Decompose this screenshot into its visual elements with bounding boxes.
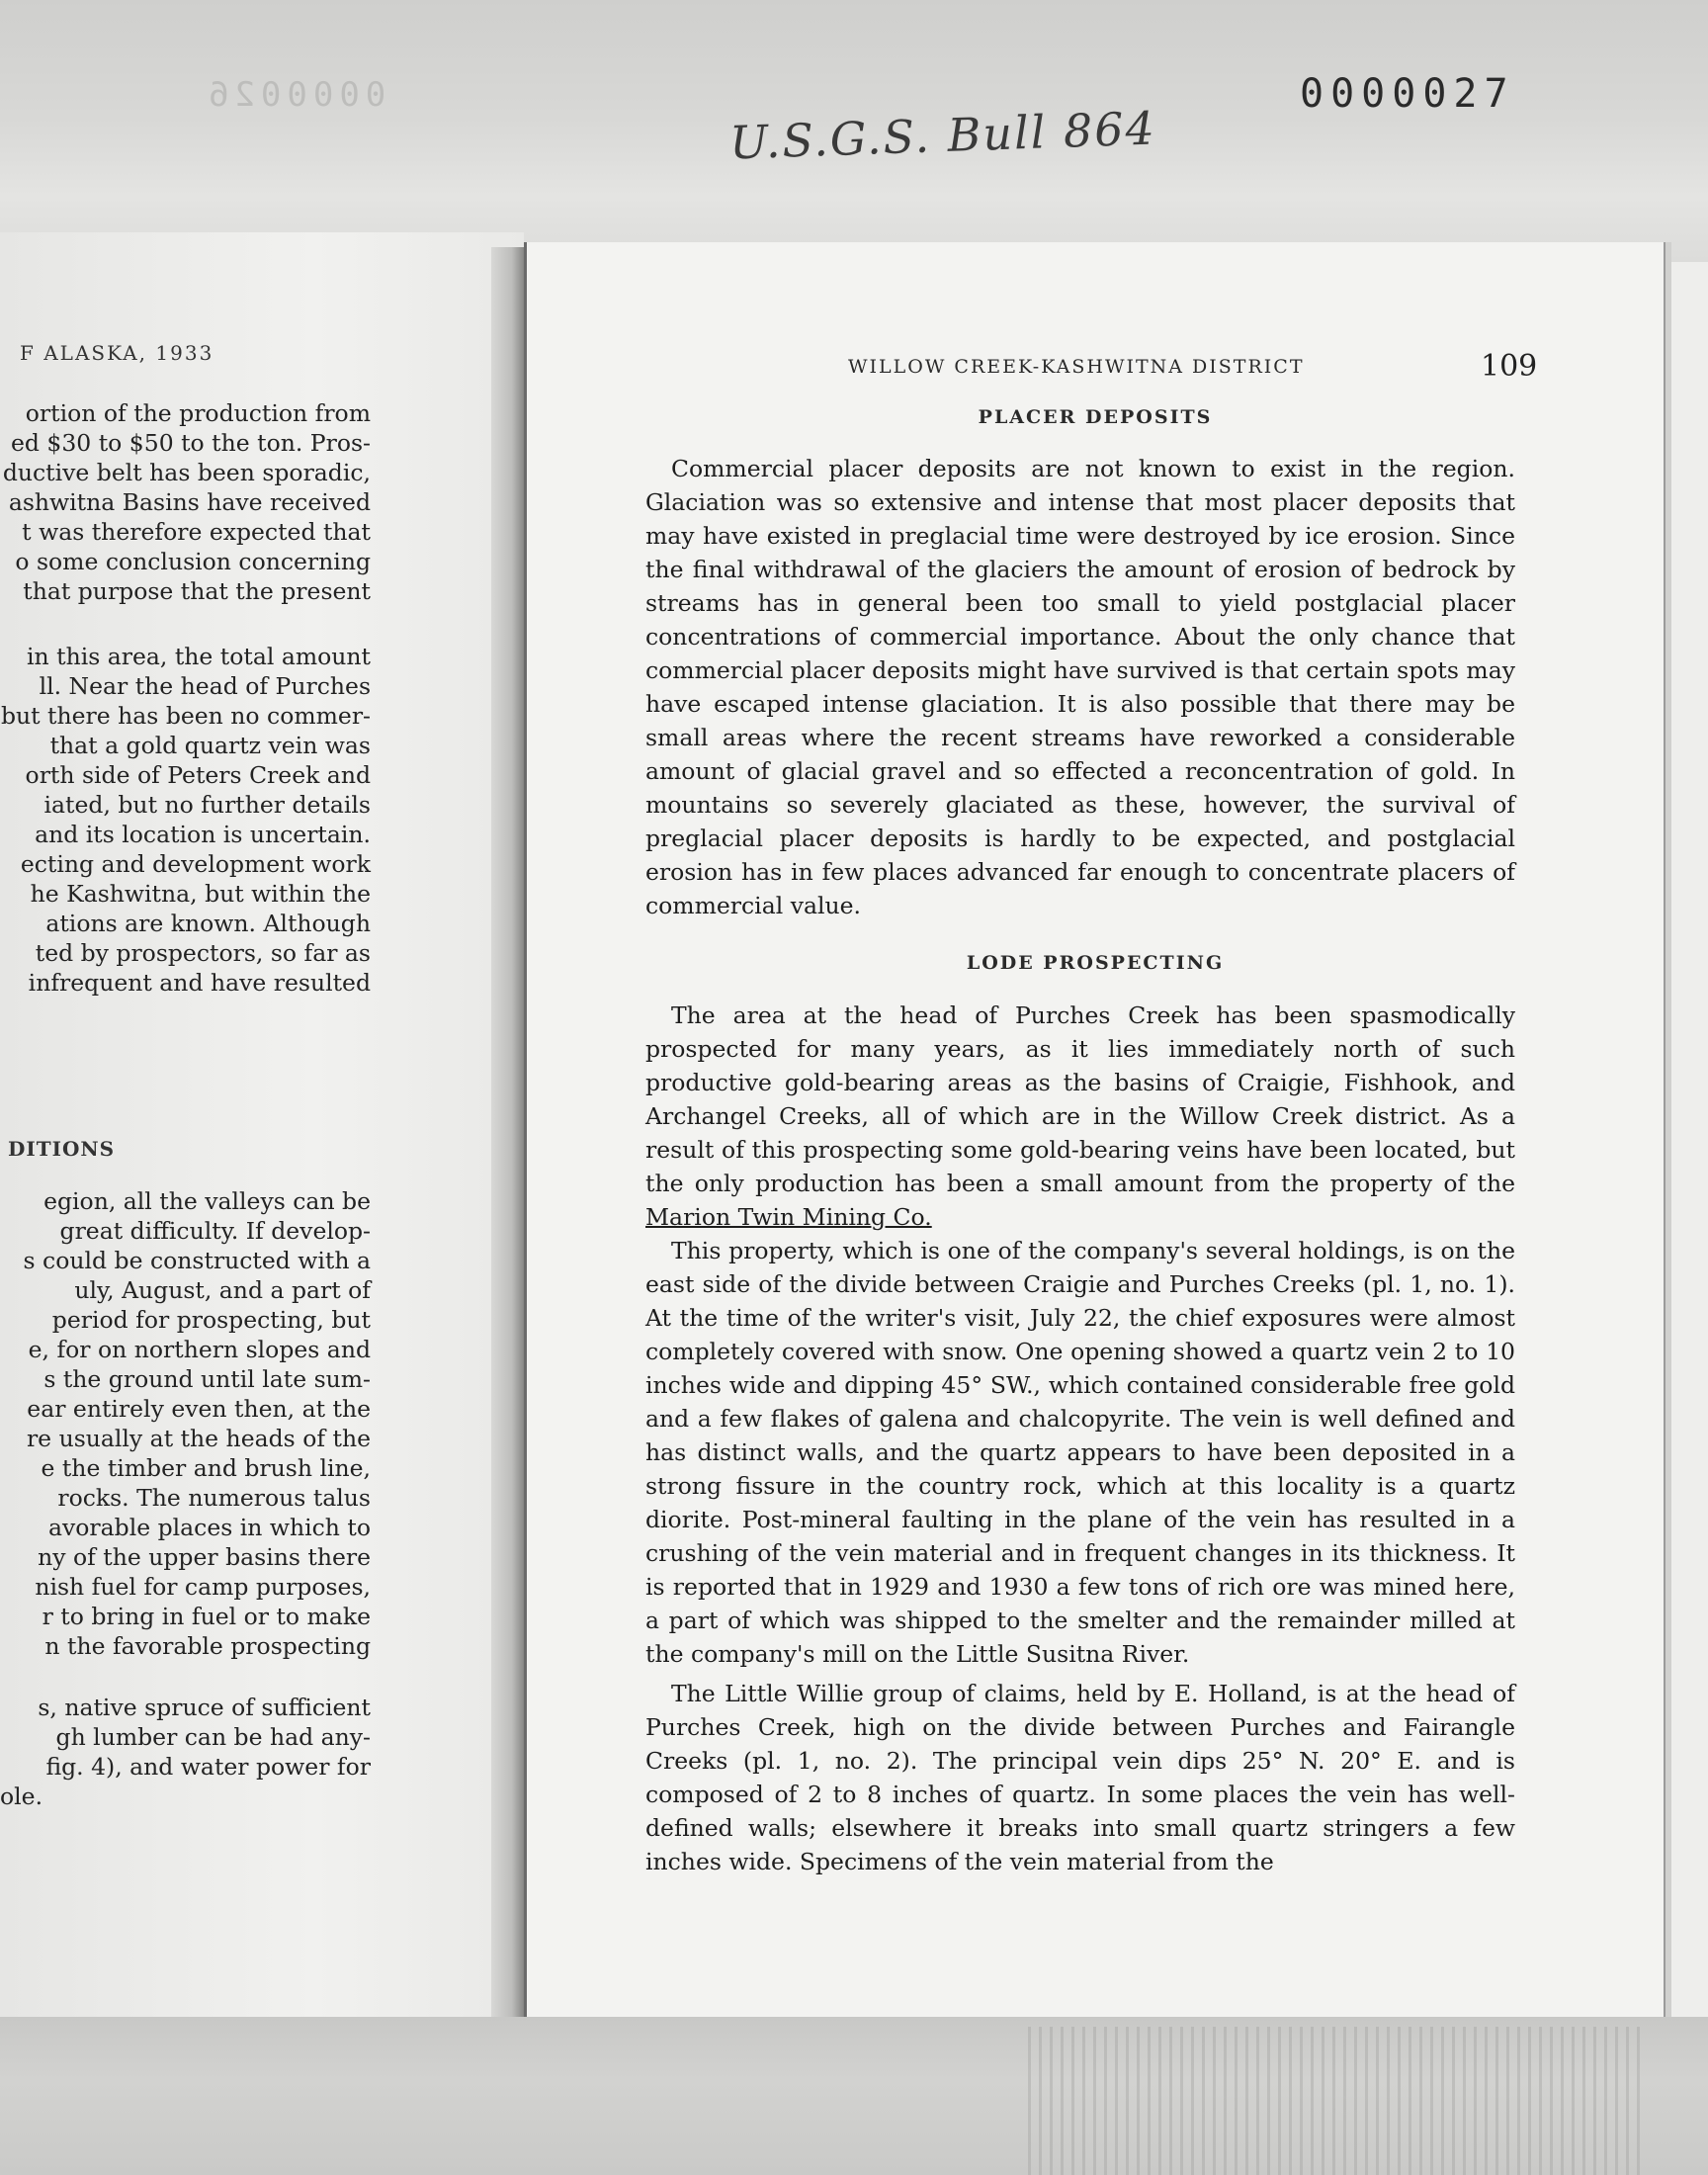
left-line: he Kashwitna, but within the xyxy=(30,880,371,908)
left-line: o some conclusion concerning xyxy=(15,548,371,575)
section-title-lode-prospecting: LODE PROSPECTING xyxy=(966,952,1225,974)
left-line: and its location is uncertain. xyxy=(35,821,371,848)
left-section-heading: DITIONS xyxy=(8,1137,116,1161)
scan-edge-artifact xyxy=(1028,2027,1641,2175)
left-line: orth side of Peters Creek and xyxy=(25,761,371,789)
left-line: ted by prospectors, so far as xyxy=(35,939,371,967)
left-line: that a gold quartz vein was xyxy=(49,732,371,759)
left-line: ole. xyxy=(0,1783,43,1810)
left-line: ed $30 to $50 to the ton. Pros- xyxy=(10,429,371,457)
left-line: uly, August, and a part of xyxy=(74,1276,371,1304)
lode-prospecting-paragraphs xyxy=(645,999,1515,1878)
left-line: that purpose that the present xyxy=(23,577,371,605)
left-line: egion, all the valleys can be xyxy=(43,1187,371,1215)
left-line: ductive belt has been sporadic, xyxy=(2,459,371,486)
left-line: fig. 4), and water power for xyxy=(45,1753,371,1781)
paragraph-text xyxy=(645,999,1515,1234)
left-line: ecting and development work xyxy=(20,850,371,878)
underlined-company-name: Marion Twin Mining Co. xyxy=(645,1203,932,1231)
paragraph-text: This property, which is one of the company's several holdings, is on the east side of the divide between Craigie and Purches Creeks (pl. 1, no. 1). At the time of the writer's visit, July 22, the chief exposures were almost completely covered with snow. One opening showed a quartz vein 2 to 10 inches wide and dipping 45° SW., which contained considerable free gold and a few flakes of galena and chalcopyrite. The vein is well defined and has distinct walls, and the quartz appears to have been deposited in a strong fissure in the country rock, which at this locality is a quartz diorite. Post-mineral faulting in the plane of the vein has resulted in a crushing of the vein material and in frequent changes in its thickness. It is reported that in 1929 and 1930 a few tons of rich ore was mined here, a part of which was shipped to the smelter and the remainder milled at the company's mill on the Little Susitna River. xyxy=(645,1237,1515,1668)
left-line: great difficulty. If develop- xyxy=(59,1217,371,1245)
left-line: nish fuel for camp purposes, xyxy=(35,1573,371,1601)
left-line: ations are known. Although xyxy=(45,910,371,937)
left-page-text xyxy=(0,232,524,2076)
left-line: ortion of the production from xyxy=(25,399,371,427)
left-line: e the timber and brush line, xyxy=(41,1454,371,1482)
left-line: avorable places in which to xyxy=(47,1514,371,1541)
left-line: rocks. The numerous talus xyxy=(57,1484,371,1512)
left-line: s, native spruce of sufficient xyxy=(38,1694,371,1721)
section-title-placer-deposits: PLACER DEPOSITS xyxy=(978,406,1213,428)
left-line: ny of the upper basins there xyxy=(38,1543,371,1571)
left-line: but there has been no commer- xyxy=(0,702,371,730)
page-number: 109 xyxy=(1481,349,1538,384)
left-line: t was therefore expected that xyxy=(22,518,371,546)
left-line: n the favorable prospecting xyxy=(44,1632,371,1660)
left-line: s could be constructed with a xyxy=(23,1247,371,1274)
left-running-head: F ALASKA, 1933 xyxy=(20,341,214,365)
left-line: infrequent and have resulted xyxy=(28,969,371,997)
left-line: gh lumber can be had any- xyxy=(55,1723,371,1751)
left-line: period for prospecting, but xyxy=(51,1306,371,1334)
left-line: in this area, the total amount xyxy=(27,643,371,670)
paragraph-lead-text: The area at the head of Purches Creek has been spasmodically prospected for many years, as it lies immediately north of such productive gold-bearing areas as the basins of Craigie, Fishhook, and Archangel Creeks, all of which are in the Willow Creek district. As a result of this prospecting some gold-bearing veins have been located, but the only production has been a small amount from the property of the xyxy=(645,1001,1515,1197)
paragraph-text: The Little Willie group of claims, held by E. Holland, is at the head of Purches Creek, high on the divide between Purches and Fairangle Creeks (pl. 1, no. 2). The principal vein dips 25° N. 20° E. and is composed of 2 to 8 inches of quartz. In some places the vein has well-defined walls; elsewhere it breaks into small quartz stringers a few inches wide. Specimens of the vein material from the xyxy=(645,1680,1515,1875)
left-line: r to bring in fuel or to make xyxy=(42,1603,371,1630)
left-page xyxy=(0,232,524,2076)
paragraph-text: Commercial placer deposits are not known to exist in the region. Glaciation was so extensive and intense that most placer deposits that may have existed in preglacial time were destroyed by ice erosion. Since the final withdrawal of the glaciers the amount of erosion of bedrock by streams has in general been too small to yield postglacial placer concentrations of commercial importance. About the only chance that commercial placer deposits might have survived is that certain spots may have escaped intense glaciation. It is also possible that there may be small areas where the recent streams have reworked a considerable amount of glacial gravel and so effected a reconcentration of gold. In mountains so severely glaciated as these, however, the survival of preglacial placer deposits is hardly to be expected, and postglacial erosion has in few places advanced far enough to concentrate placers of commercial value. xyxy=(645,455,1515,919)
running-head: WILLOW CREEK-KASHWITNA DISTRICT xyxy=(848,356,1305,378)
handwritten-bulletin-note: U.S.G.S. Bull 864 xyxy=(728,101,1157,170)
left-line: re usually at the heads of the xyxy=(26,1425,371,1452)
document-number-stamp: 0000027 xyxy=(1300,71,1515,117)
left-line: e, for on northern slopes and xyxy=(28,1336,371,1363)
left-line: s the ground until late sum- xyxy=(43,1365,371,1393)
placer-deposits-paragraph xyxy=(645,452,1515,922)
left-line: iated, but no further details xyxy=(43,791,371,819)
left-line: ear entirely even then, at the xyxy=(27,1395,371,1423)
mirrored-stamp-number: 0000026 xyxy=(203,75,386,115)
left-line: ashwitna Basins have received xyxy=(8,488,371,516)
right-page xyxy=(524,242,1665,2061)
left-line: ll. Near the head of Purches xyxy=(39,672,371,700)
